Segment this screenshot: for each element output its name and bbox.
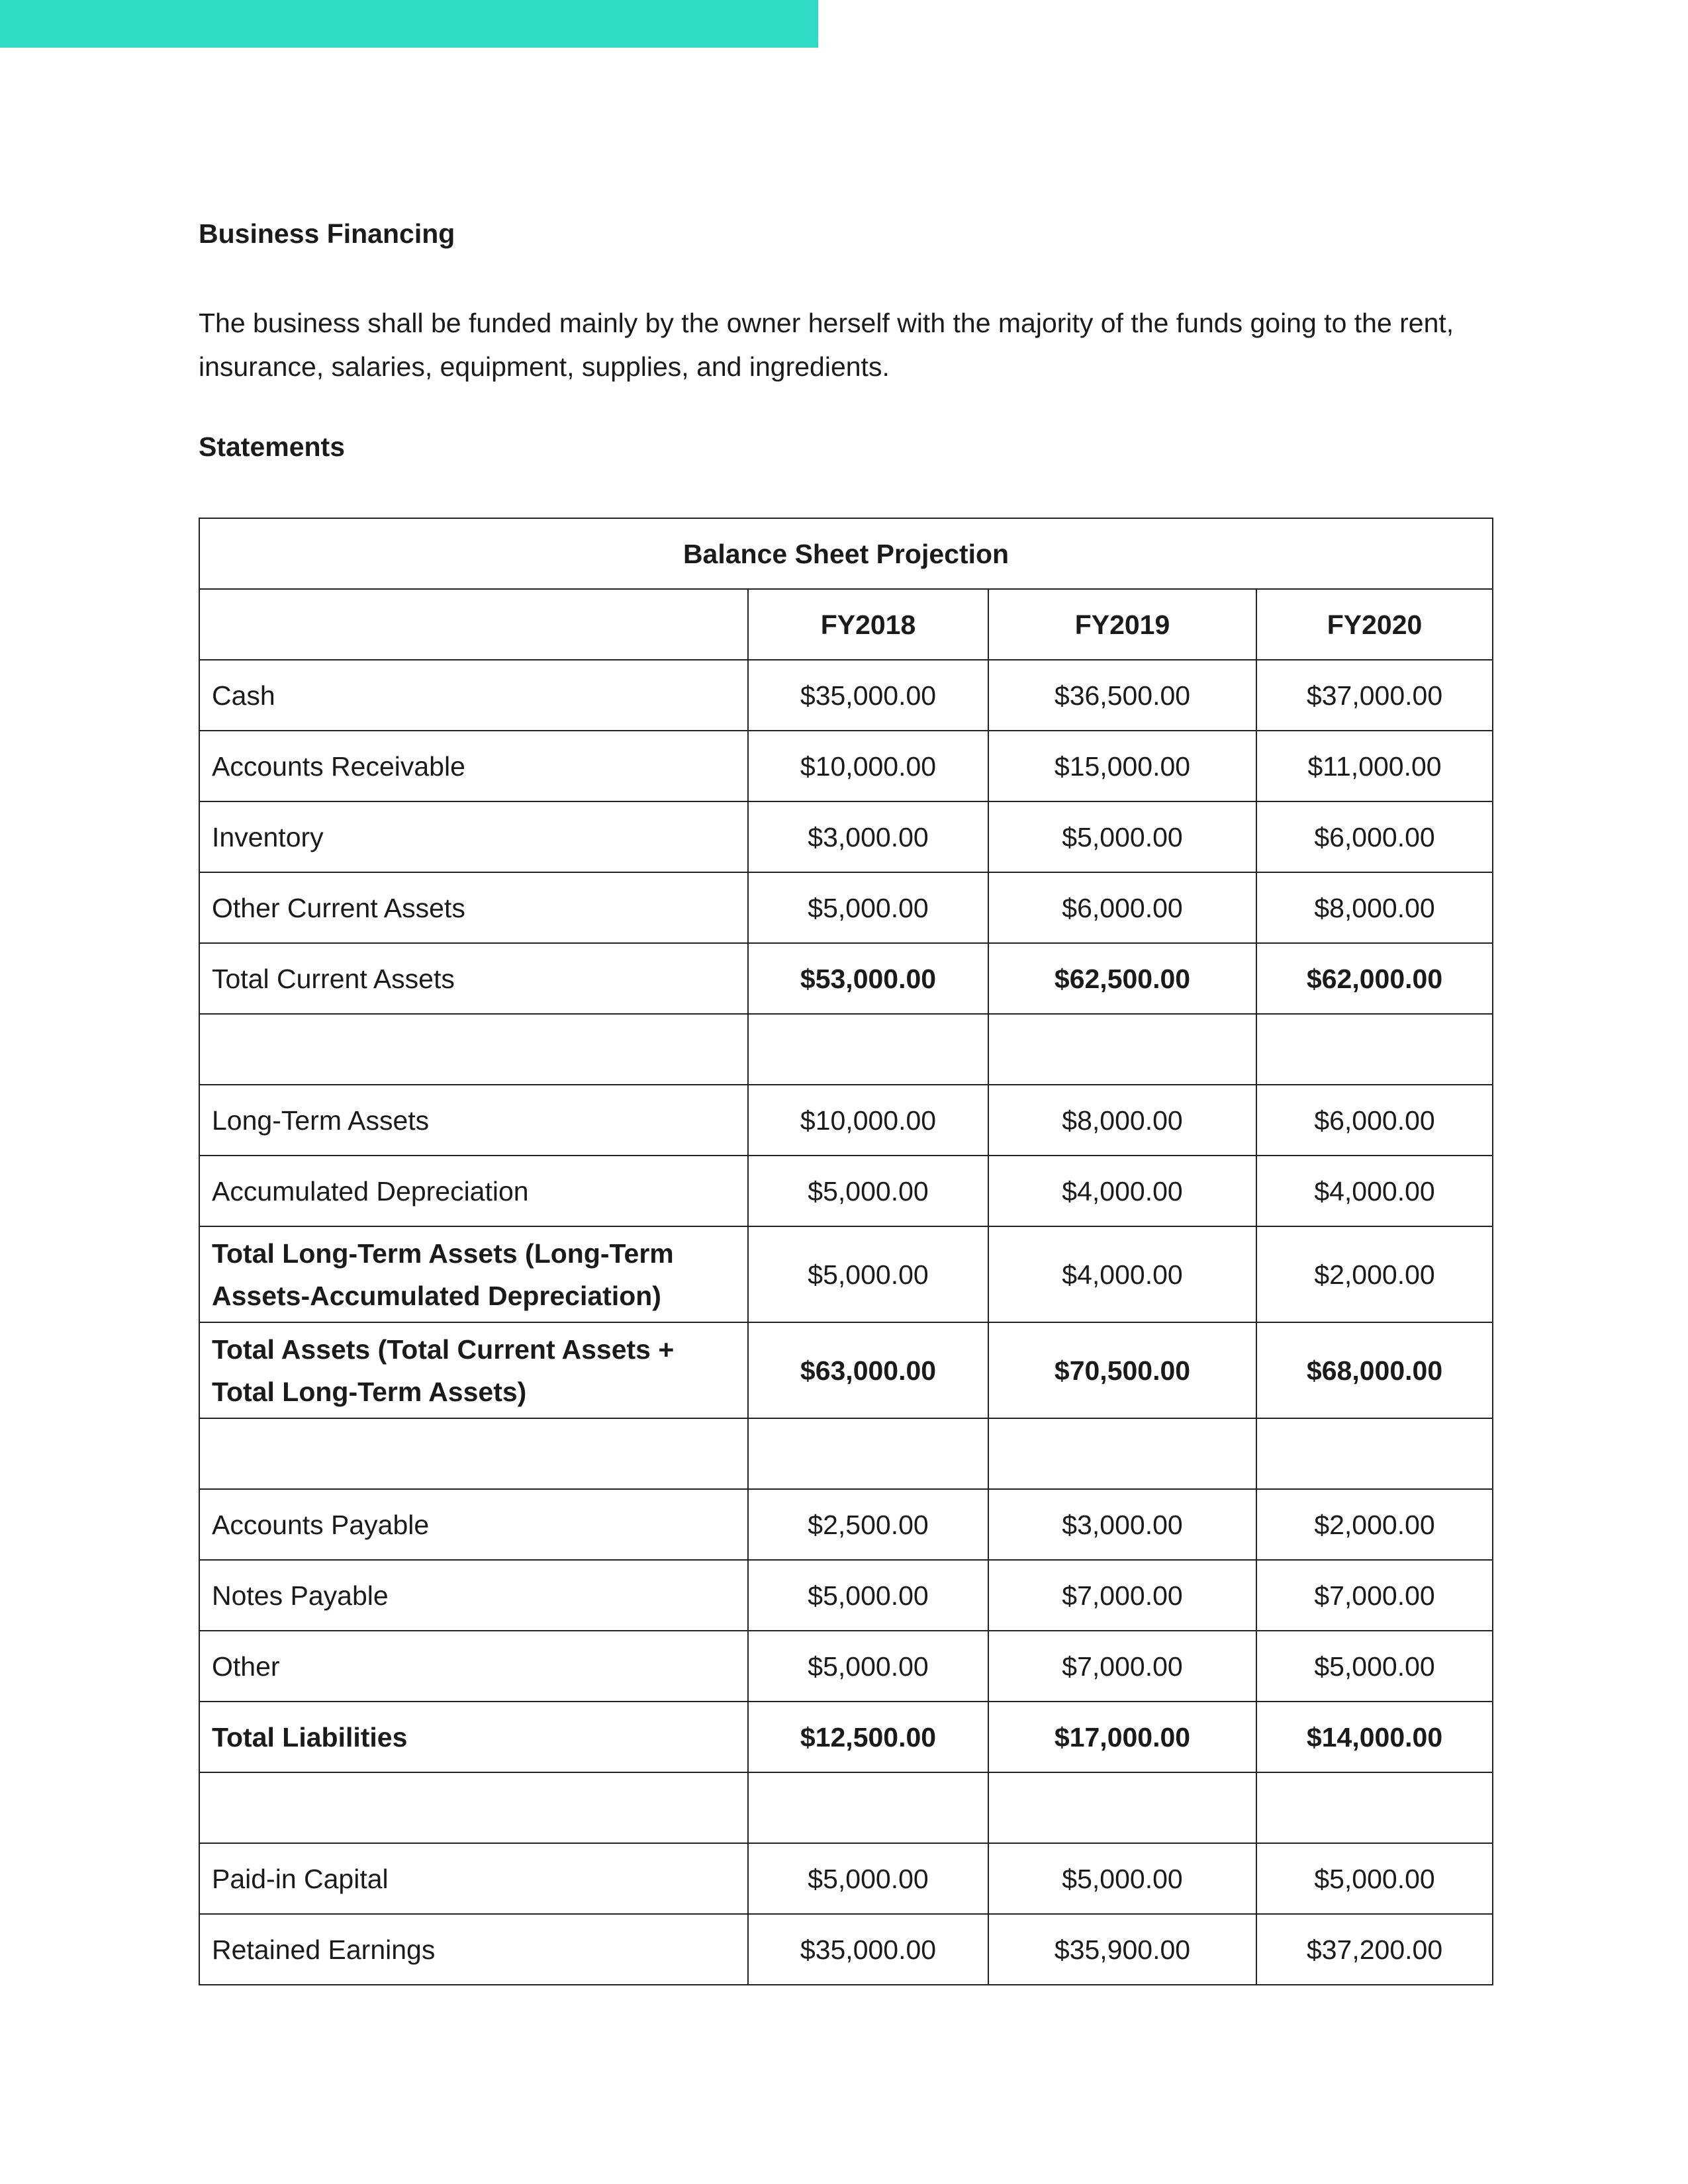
table-header-row	[199, 589, 1493, 660]
accent-bar	[0, 0, 818, 48]
table-row	[199, 1914, 1493, 1985]
value-cell: $5,000.00	[988, 1843, 1256, 1914]
row-label: Paid-in Capital	[199, 1843, 748, 1914]
intro-paragraph: The business shall be funded mainly by the owner herself with the majority of the funds going to the rent, insurance, salaries, equipment, supplies, and ingredients.	[199, 308, 1454, 382]
value-cell	[988, 1772, 1256, 1843]
value-cell: $7,000.00	[988, 1631, 1256, 1702]
table-row-empty	[199, 1772, 1493, 1843]
table-row	[199, 1843, 1493, 1914]
value-cell: $37,200.00	[1256, 1914, 1493, 1985]
table-row-total	[199, 1322, 1493, 1418]
table-row	[199, 660, 1493, 731]
value-cell	[1256, 1772, 1493, 1843]
value-cell: $53,000.00	[748, 943, 988, 1014]
value-cell: $62,500.00	[988, 943, 1256, 1014]
table-row	[199, 1085, 1493, 1156]
row-label: Other Current Assets	[199, 872, 748, 943]
balance-sheet-table	[199, 518, 1493, 1985]
value-cell: $5,000.00	[748, 1156, 988, 1226]
value-cell: $10,000.00	[748, 1085, 988, 1156]
row-label	[199, 1014, 748, 1085]
header-cell: FY2019	[988, 589, 1256, 660]
value-cell: $2,000.00	[1256, 1226, 1493, 1322]
row-label: Long-Term Assets	[199, 1085, 748, 1156]
row-label: Retained Earnings	[199, 1914, 748, 1985]
value-cell: $36,500.00	[988, 660, 1256, 731]
value-cell: $5,000.00	[748, 1560, 988, 1631]
table-row-total	[199, 1702, 1493, 1772]
header-cell: FY2020	[1256, 589, 1493, 660]
header-cell	[199, 589, 748, 660]
value-cell	[988, 1418, 1256, 1489]
row-label: Accounts Payable	[199, 1489, 748, 1560]
value-cell: $5,000.00	[1256, 1631, 1493, 1702]
table-row	[199, 1156, 1493, 1226]
table-row	[199, 872, 1493, 943]
row-label: Accumulated Depreciation	[199, 1156, 748, 1226]
table-title-row	[199, 518, 1493, 589]
value-cell: $5,000.00	[748, 1843, 988, 1914]
value-cell: $5,000.00	[748, 1631, 988, 1702]
value-cell: $7,000.00	[1256, 1560, 1493, 1631]
value-cell: $4,000.00	[988, 1156, 1256, 1226]
table-title: Balance Sheet Projection	[199, 518, 1493, 589]
value-cell	[1256, 1418, 1493, 1489]
value-cell	[748, 1772, 988, 1843]
value-cell: $4,000.00	[1256, 1156, 1493, 1226]
value-cell: $10,000.00	[748, 731, 988, 801]
table-row	[199, 1560, 1493, 1631]
value-cell	[988, 1014, 1256, 1085]
section-heading: Business Financing	[199, 218, 455, 249]
row-label: Total Liabilities	[199, 1702, 748, 1772]
value-cell: $2,500.00	[748, 1489, 988, 1560]
row-label: Notes Payable	[199, 1560, 748, 1631]
row-label: Total Assets (Total Current Assets + Total Long-Term Assets)	[199, 1322, 748, 1418]
value-cell: $5,000.00	[748, 872, 988, 943]
value-cell: $62,000.00	[1256, 943, 1493, 1014]
row-label: Cash	[199, 660, 748, 731]
value-cell: $5,000.00	[1256, 1843, 1493, 1914]
value-cell: $3,000.00	[748, 801, 988, 872]
value-cell: $7,000.00	[988, 1560, 1256, 1631]
value-cell: $70,500.00	[988, 1322, 1256, 1418]
value-cell: $6,000.00	[1256, 801, 1493, 872]
value-cell: $8,000.00	[988, 1085, 1256, 1156]
value-cell: $14,000.00	[1256, 1702, 1493, 1772]
value-cell: $35,000.00	[748, 660, 988, 731]
value-cell: $35,900.00	[988, 1914, 1256, 1985]
table-row-total	[199, 1226, 1493, 1322]
value-cell	[1256, 1014, 1493, 1085]
value-cell: $12,500.00	[748, 1702, 988, 1772]
value-cell: $37,000.00	[1256, 660, 1493, 731]
table-row	[199, 731, 1493, 801]
row-label: Total Long-Term Assets (Long-Term Assets-Accumulated Depreciation)	[199, 1226, 748, 1322]
value-cell: $4,000.00	[988, 1226, 1256, 1322]
row-label	[199, 1772, 748, 1843]
value-cell: $8,000.00	[1256, 872, 1493, 943]
value-cell: $5,000.00	[748, 1226, 988, 1322]
header-cell: FY2018	[748, 589, 988, 660]
value-cell	[748, 1014, 988, 1085]
value-cell: $17,000.00	[988, 1702, 1256, 1772]
value-cell: $5,000.00	[988, 801, 1256, 872]
table-row-empty	[199, 1014, 1493, 1085]
value-cell: $35,000.00	[748, 1914, 988, 1985]
row-label: Other	[199, 1631, 748, 1702]
table-row	[199, 1631, 1493, 1702]
table-row	[199, 1489, 1493, 1560]
table-row-empty	[199, 1418, 1493, 1489]
value-cell: $6,000.00	[1256, 1085, 1493, 1156]
value-cell: $3,000.00	[988, 1489, 1256, 1560]
row-label: Total Current Assets	[199, 943, 748, 1014]
row-label: Accounts Receivable	[199, 731, 748, 801]
row-label	[199, 1418, 748, 1489]
value-cell: $68,000.00	[1256, 1322, 1493, 1418]
value-cell	[748, 1418, 988, 1489]
value-cell: $11,000.00	[1256, 731, 1493, 801]
statements-heading: Statements	[199, 432, 346, 462]
value-cell: $6,000.00	[988, 872, 1256, 943]
table-row-total	[199, 943, 1493, 1014]
table-row	[199, 801, 1493, 872]
value-cell: $15,000.00	[988, 731, 1256, 801]
value-cell: $63,000.00	[748, 1322, 988, 1418]
value-cell: $2,000.00	[1256, 1489, 1493, 1560]
row-label: Inventory	[199, 801, 748, 872]
